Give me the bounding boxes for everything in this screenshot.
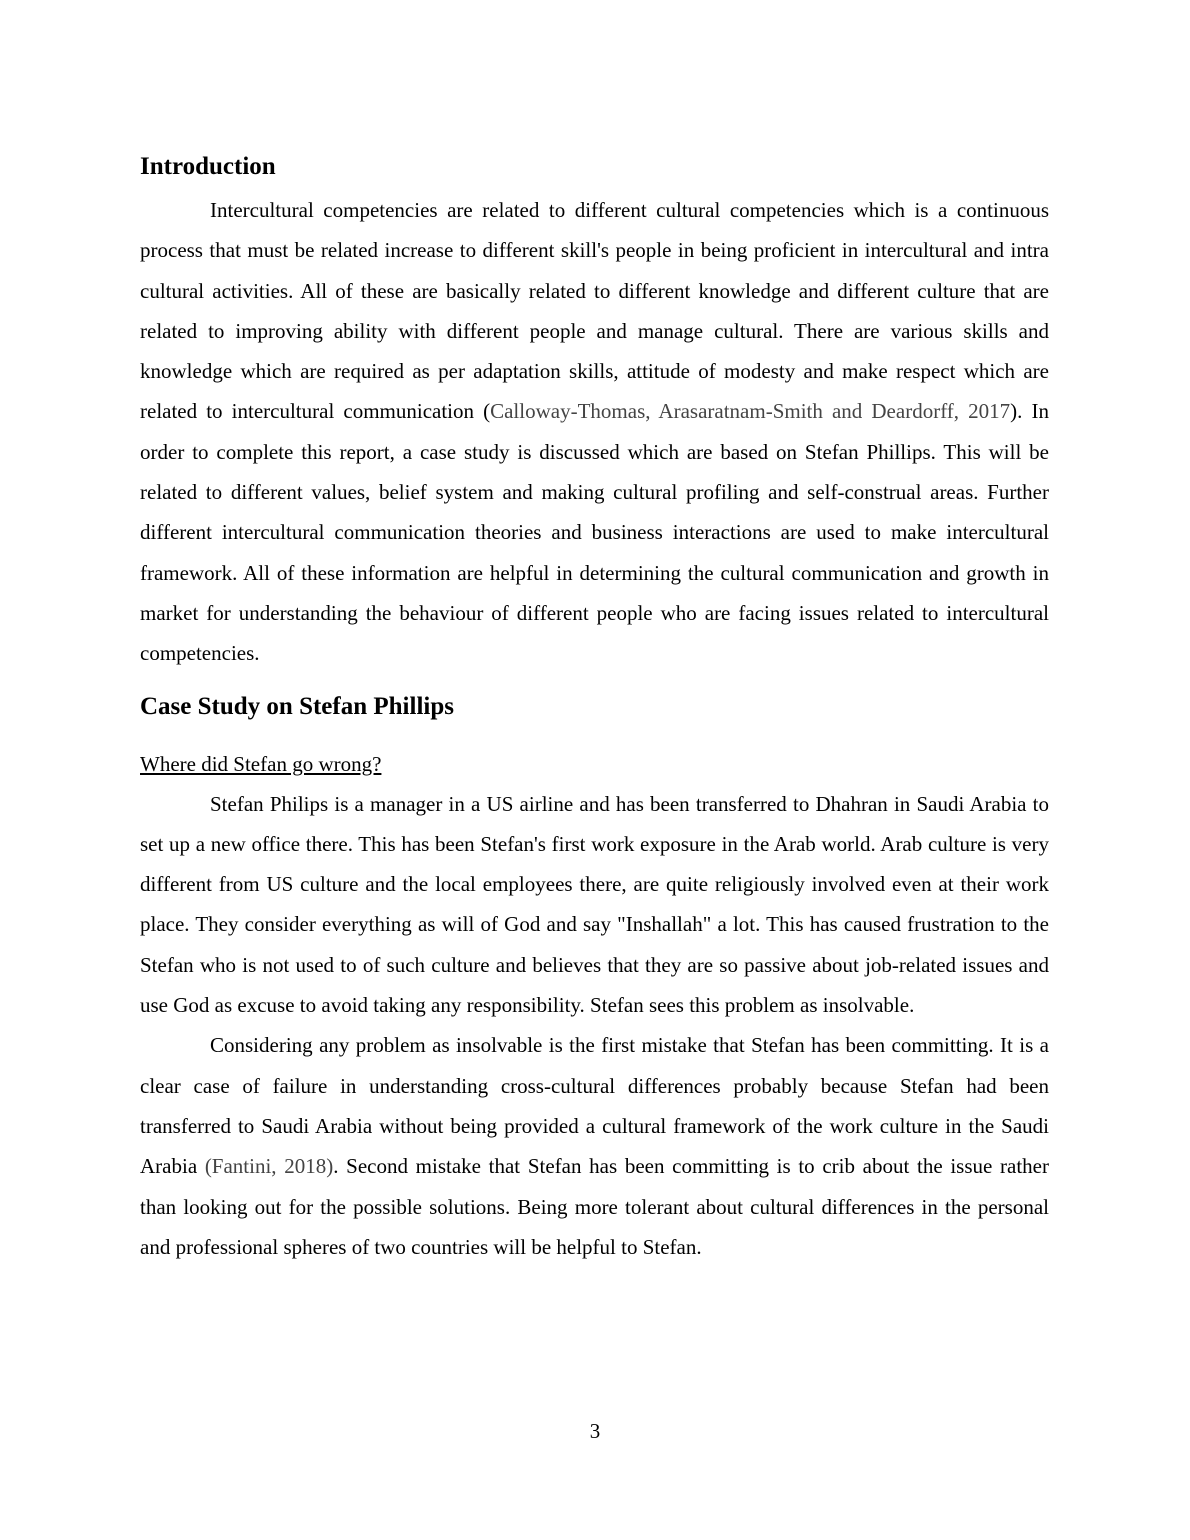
case-study-paragraph-2-start: Considering any problem as insolvable is the first mistake that Stefan has been committing. It is a clear case of failure in understanding cross-cultural differences probably because Stefan had been transferred to Saudi Arabia without being provided a cultural framework of the work culture in the Saudi Arabia <box>140 1033 1049 1179</box>
introduction-citation: Calloway-Thomas, Arasaratnam-Smith and Deardorff, 2017 <box>490 399 1011 424</box>
page-content <box>140 148 1049 1267</box>
case-study-paragraph-1: Stefan Philips is a manager in a US airline and has been transferred to Dhahran in Saudi Arabia to set up a new office there. This has been Stefan's first work exposure in the Arab world. Arab culture is very different from US culture and the local employees there, are quite religiously involved even at their work place. They consider everything as will of God and say "Inshallah" a lot. This has caused frustration to the Stefan who is not used to of such culture and believes that they are so passive about job-related issues and use God as excuse to avoid taking any responsibility. Stefan sees this problem as insolvable. <box>140 791 1049 1018</box>
case-study-subheading: Where did Stefan go wrong? <box>140 751 382 776</box>
case-study-paragraph-2 <box>140 1025 1049 1267</box>
introduction-text-end: ). In order to complete this report, a case study is discussed which are based on Stefan Phillips. This will be related to different values, belief system and making cultural profiling and self-construal areas. Further different intercultural communication theories and business interactions are used to make intercultural framework. All of these information are helpful in determining the cultural communication and growth in market for understanding the behaviour of different people who are facing issues related to intercultural competencies. <box>140 399 1049 666</box>
case-study-citation: (Fantini, 2018) <box>204 1154 334 1179</box>
introduction-heading: Introduction <box>140 153 276 180</box>
introduction-paragraph <box>140 190 1049 674</box>
page-number: 3 <box>589 1419 601 1443</box>
case-study-heading: Case Study on Stefan Phillips <box>140 692 454 720</box>
introduction-text-start: Intercultural competencies are related to different cultural competencies which is a continuous process that must be related increase to different skill's people in being proficient in intercultural and intra cultural activities. All of these are basically related to different knowledge and different culture that are related to improving ability with different people and manage cultural. There are various skills and knowledge which are required as per adaptation skills, attitude of modesty and make respect which are related to intercultural communication ( <box>140 198 1049 424</box>
case-study-paragraph-2-end: . Second mistake that Stefan has been committing is to crib about the issue rather than looking out for the possible solutions. Being more tolerant about cultural differences in the personal and professional spheres of two countries will be helpful to Stefan. <box>140 1154 1049 1259</box>
